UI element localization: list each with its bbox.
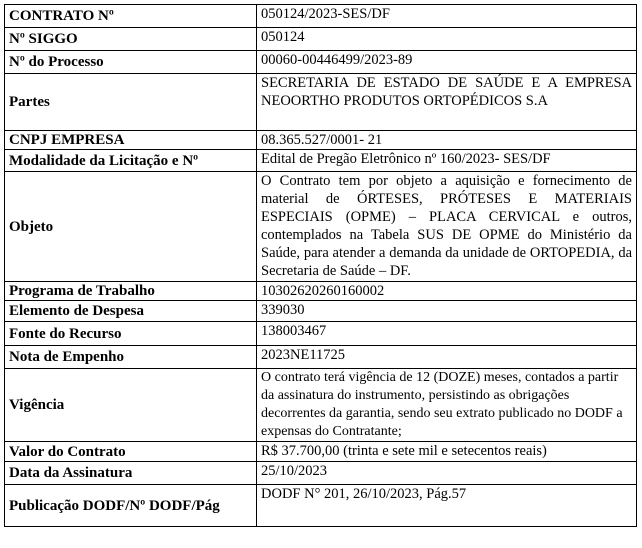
row-value-siggo: 050124 <box>257 28 637 51</box>
table-row <box>5 28 637 51</box>
row-label-empenho: Nota de Empenho <box>5 346 257 369</box>
table-row <box>5 301 637 322</box>
row-value-processo: 00060-00446499/2023-89 <box>257 51 637 74</box>
table-row <box>5 150 637 172</box>
row-label-elemento: Elemento de Despesa <box>5 301 257 322</box>
row-value-fonte: 138003467 <box>257 322 637 346</box>
row-label-processo: Nº do Processo <box>5 51 257 74</box>
row-value-objeto: O Contrato tem por objeto a aquisição e fornecimento de material de ÓRTESES, PRÓTESES E MATERIAIS ESPECIAIS (OPME) – PLACA CERVICAL e outros, contemplados na Tabela SUS DE OPME do Ministério da Saúde, para atender a demanda da unidade de ORTOPEDIA, da Secretaria de Saúde – DF. <box>257 172 637 282</box>
row-label-programa: Programa de Trabalho <box>5 282 257 301</box>
table-row <box>5 131 637 150</box>
row-label-contrato: CONTRATO Nº <box>5 5 257 28</box>
row-value-cnpj: 08.365.527/0001- 21 <box>257 131 637 150</box>
table-row <box>5 74 637 131</box>
table-row <box>5 369 637 442</box>
row-label-objeto: Objeto <box>5 172 257 282</box>
table-row <box>5 172 637 282</box>
table-row <box>5 282 637 301</box>
row-value-valor: R$ 37.700,00 (trinta e sete mil e setecentos reais) <box>257 442 637 462</box>
contract-extract-table <box>4 4 637 527</box>
row-value-programa: 10302620260160002 <box>257 282 637 301</box>
row-label-valor: Valor do Contrato <box>5 442 257 462</box>
row-value-modalidade: Edital de Pregão Eletrônico nº 160/2023- SES/DF <box>257 150 637 172</box>
table-row <box>5 462 637 485</box>
table-row <box>5 322 637 346</box>
table-row <box>5 485 637 527</box>
table-row <box>5 346 637 369</box>
table-row <box>5 442 637 462</box>
row-label-partes: Partes <box>5 74 257 131</box>
row-label-siggo: Nº SIGGO <box>5 28 257 51</box>
row-label-vigencia: Vigência <box>5 369 257 442</box>
row-value-vigencia: O contrato terá vigência de 12 (DOZE) meses, contados a partir da assinatura do instrumento, persistindo as obrigações decorrentes da garantia, sendo seu extrato publicado no DODF a expensas do Contratante; <box>257 369 637 442</box>
row-value-empenho: 2023NE11725 <box>257 346 637 369</box>
row-label-fonte: Fonte do Recurso <box>5 322 257 346</box>
row-label-modalidade: Modalidade da Licitação e Nº <box>5 150 257 172</box>
row-value-elemento: 339030 <box>257 301 637 322</box>
row-label-data: Data da Assinatura <box>5 462 257 485</box>
row-label-cnpj: CNPJ EMPRESA <box>5 131 257 150</box>
row-value-publicacao: DODF N° 201, 26/10/2023, Pág.57 <box>257 485 637 527</box>
table-row <box>5 5 637 28</box>
row-value-contrato: 050124/2023-SES/DF <box>257 5 637 28</box>
row-value-partes: SECRETARIA DE ESTADO DE SAÚDE E A EMPRESA NEOORTHO PRODUTOS ORTOPÉDICOS S.A <box>257 74 637 131</box>
row-value-data: 25/10/2023 <box>257 462 637 485</box>
row-label-publicacao: Publicação DODF/Nº DODF/Pág <box>5 485 257 527</box>
table-row <box>5 51 637 74</box>
